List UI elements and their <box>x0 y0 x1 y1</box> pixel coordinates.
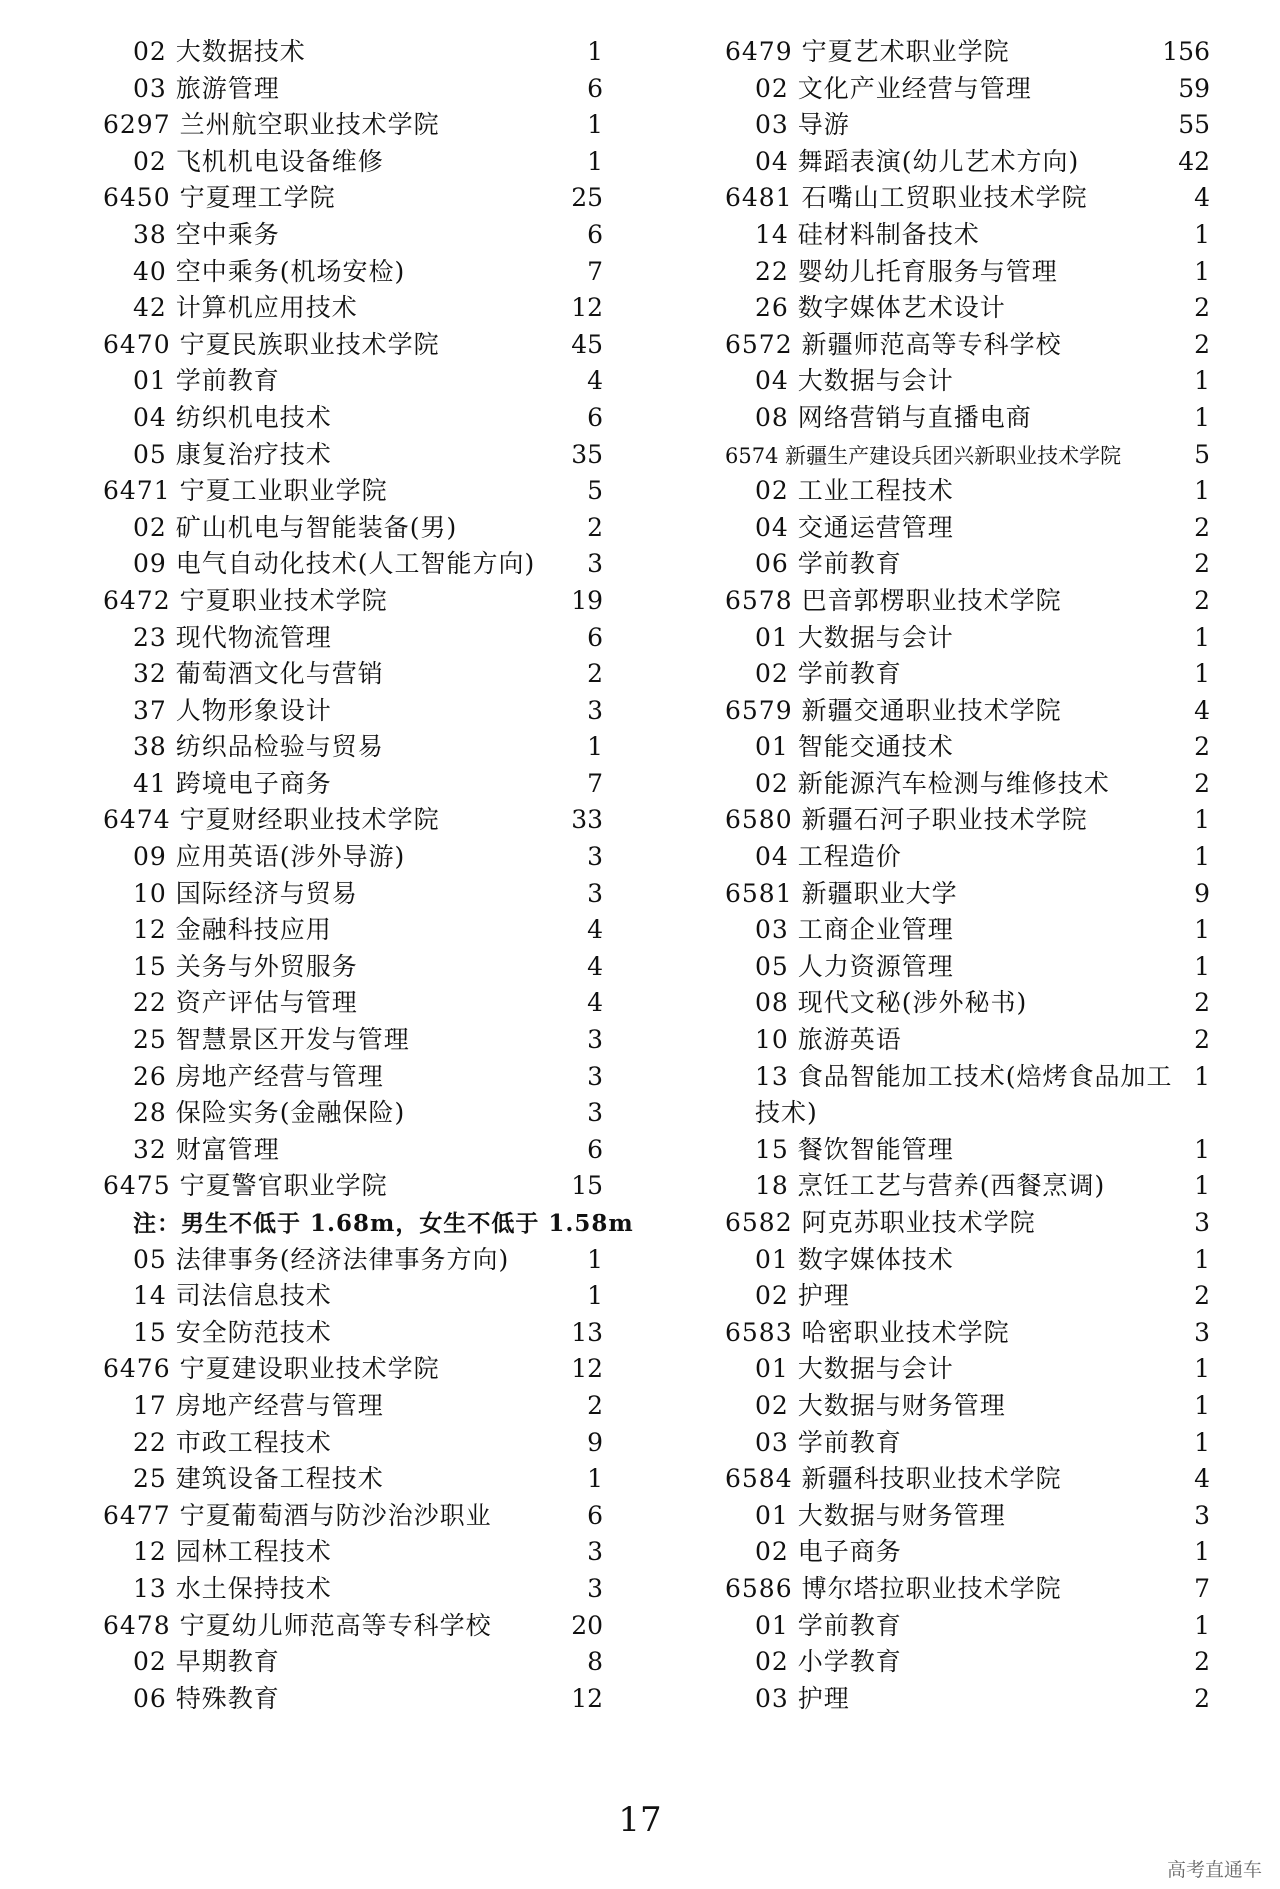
entry-name: 32 财富管理 <box>133 1134 280 1164</box>
entry-count: 3 <box>1194 1500 1210 1530</box>
entry-count: 2 <box>1194 1025 1210 1055</box>
entry-count: 1 <box>1194 1354 1210 1384</box>
entry-count: 2 <box>1194 329 1210 359</box>
school-row <box>725 437 1210 474</box>
school-row <box>103 180 603 217</box>
entry-name: 12 金融科技应用 <box>133 915 332 945</box>
entry-count: 12 <box>571 1683 603 1713</box>
major-row <box>103 1315 603 1352</box>
major-row <box>103 254 603 291</box>
major-row <box>725 1498 1210 1535</box>
entry-name: 6478 宁夏幼儿师范高等专科学校 <box>103 1610 492 1640</box>
school-row <box>725 1571 1210 1608</box>
entry-name: 02 矿山机电与智能装备(男) <box>133 512 458 542</box>
major-row <box>725 656 1210 693</box>
entry-name: 6572 新疆师范高等专科学校 <box>725 329 1062 359</box>
major-row <box>103 400 603 437</box>
entry-count: 35 <box>571 439 603 469</box>
entry-name: 09 电气自动化技术(人工智能方向) <box>133 549 536 579</box>
major-row <box>725 1059 1210 1132</box>
major-row <box>103 437 603 474</box>
entry-name: 38 空中乘务 <box>133 219 280 249</box>
major-row <box>103 839 603 876</box>
major-row <box>103 1461 603 1498</box>
major-row <box>103 34 603 71</box>
major-row <box>725 1168 1210 1205</box>
entry-name: 04 工程造价 <box>755 842 902 872</box>
entry-count: 7 <box>1194 1573 1210 1603</box>
entry-name: 6580 新疆石河子职业技术学院 <box>725 805 1088 835</box>
major-row <box>103 1242 603 1279</box>
major-row <box>103 290 603 327</box>
entry-name: 23 现代物流管理 <box>133 622 332 652</box>
entry-name: 42 计算机应用技术 <box>133 293 358 323</box>
major-row <box>725 1534 1210 1571</box>
entry-count: 1 <box>587 37 603 66</box>
major-row <box>725 254 1210 291</box>
entry-name: 01 智能交通技术 <box>755 732 954 762</box>
entry-count: 1 <box>1194 1061 1210 1091</box>
entry-name: 04 舞蹈表演(幼儿艺术方向) <box>755 146 1080 176</box>
entry-count: 1 <box>1194 256 1210 286</box>
entry-name: 10 国际经济与贸易 <box>133 878 358 908</box>
entry-name: 6472 宁夏职业技术学院 <box>103 585 388 615</box>
entry-name: 01 学前教育 <box>133 366 280 396</box>
entry-name: 01 数字媒体技术 <box>755 1244 954 1274</box>
entry-name: 26 房地产经营与管理 <box>133 1061 384 1091</box>
entry-count: 6 <box>587 219 603 249</box>
entry-name: 40 空中乘务(机场安检) <box>133 256 406 286</box>
entry-name: 02 小学教育 <box>755 1647 902 1677</box>
major-row <box>725 290 1210 327</box>
entry-count: 2 <box>1194 1647 1210 1677</box>
right-column <box>725 34 1210 1717</box>
entry-count: 4 <box>1194 695 1210 725</box>
school-row <box>725 1461 1210 1498</box>
entry-count: 2 <box>587 1390 603 1420</box>
entry-name: 02 新能源汽车检测与维修技术 <box>755 768 1110 798</box>
entry-count: 2 <box>1194 585 1210 615</box>
major-row <box>103 144 603 181</box>
major-row <box>725 1681 1210 1718</box>
entry-name: 02 大数据技术 <box>133 37 306 66</box>
entry-name: 6574 新疆生产建设兵团兴新职业技术学院 <box>725 443 1122 468</box>
major-row <box>725 729 1210 766</box>
entry-count: 1 <box>1194 1171 1210 1201</box>
entry-name: 05 法律事务(经济法律事务方向) <box>133 1244 510 1274</box>
entry-name: 6470 宁夏民族职业技术学院 <box>103 329 440 359</box>
entry-count: 33 <box>571 805 603 835</box>
entry-name: 04 交通运营管理 <box>755 512 954 542</box>
entry-count: 7 <box>587 256 603 286</box>
entry-count: 3 <box>587 1061 603 1091</box>
entry-count: 15 <box>571 1171 603 1201</box>
entry-count: 8 <box>587 1647 603 1677</box>
entry-count: 9 <box>587 1427 603 1457</box>
major-row <box>725 985 1210 1022</box>
entry-count: 3 <box>587 1537 603 1567</box>
entry-name: 01 学前教育 <box>755 1610 902 1640</box>
major-row <box>103 912 603 949</box>
entry-name: 22 婴幼儿托育服务与管理 <box>755 256 1058 286</box>
entry-count: 3 <box>587 549 603 579</box>
major-row <box>725 1644 1210 1681</box>
entry-count: 1 <box>1194 366 1210 396</box>
watermark: 高考直通车 <box>1166 1859 1262 1881</box>
school-row <box>103 802 603 839</box>
entry-name: 09 应用英语(涉外导游) <box>133 842 406 872</box>
entry-name: 6586 博尔塔拉职业技术学院 <box>725 1573 1062 1603</box>
entry-name: 15 安全防范技术 <box>133 1317 332 1347</box>
major-row <box>103 363 603 400</box>
entry-name: 06 特殊教育 <box>133 1683 280 1713</box>
entry-name: 06 学前教育 <box>755 549 902 579</box>
entry-count: 45 <box>571 329 603 359</box>
entry-name: 01 大数据与会计 <box>755 1354 954 1384</box>
entry-count: 7 <box>587 768 603 798</box>
entry-count: 1 <box>1194 1537 1210 1567</box>
major-row <box>725 217 1210 254</box>
entry-count: 1 <box>1194 659 1210 689</box>
major-row <box>725 546 1210 583</box>
entry-count: 3 <box>1194 1317 1210 1347</box>
school-row <box>725 180 1210 217</box>
entry-count: 1 <box>587 1244 603 1274</box>
entry-count: 9 <box>1194 878 1210 908</box>
major-row <box>103 1132 603 1169</box>
entry-count: 1 <box>1194 402 1210 432</box>
entry-name: 02 电子商务 <box>755 1537 902 1567</box>
entry-count: 1 <box>587 1464 603 1494</box>
entry-count: 55 <box>1178 110 1210 140</box>
major-row <box>103 985 603 1022</box>
entry-name: 13 食品智能加工技术(焙烤食品加工技术) <box>755 1061 1173 1128</box>
school-row <box>103 327 603 364</box>
entry-name: 04 大数据与会计 <box>755 366 954 396</box>
entry-name: 15 关务与外贸服务 <box>133 951 358 981</box>
school-row <box>103 1608 603 1645</box>
entry-name: 03 学前教育 <box>755 1427 902 1457</box>
major-row <box>103 546 603 583</box>
entry-name: 6581 新疆职业大学 <box>725 878 958 908</box>
entry-name: 25 建筑设备工程技术 <box>133 1464 384 1494</box>
entry-name: 02 飞机机电设备维修 <box>133 146 384 176</box>
major-row <box>725 107 1210 144</box>
entry-name: 6583 哈密职业技术学院 <box>725 1317 1010 1347</box>
major-row <box>725 363 1210 400</box>
entry-count: 1 <box>587 146 603 176</box>
entry-name: 6479 宁夏艺术职业学院 <box>725 37 1010 66</box>
entry-count: 1 <box>1194 1390 1210 1420</box>
entry-count: 2 <box>1194 1683 1210 1713</box>
school-row <box>103 473 603 510</box>
entry-name: 32 葡萄酒文化与营销 <box>133 659 384 689</box>
entry-count: 3 <box>587 842 603 872</box>
major-row <box>725 144 1210 181</box>
entry-name: 03 导游 <box>755 110 850 140</box>
entry-name: 04 纺织机电技术 <box>133 402 332 432</box>
school-row <box>725 802 1210 839</box>
school-row <box>103 1351 603 1388</box>
entry-count: 42 <box>1178 146 1210 176</box>
entry-name: 注：男生不低于 1.68m，女生不低于 1.58m <box>133 1210 634 1237</box>
entry-count: 6 <box>587 1500 603 1530</box>
major-row <box>103 1571 603 1608</box>
school-row <box>725 693 1210 730</box>
major-row <box>725 473 1210 510</box>
entry-name: 02 工业工程技术 <box>755 476 954 506</box>
school-row <box>725 583 1210 620</box>
entry-count: 3 <box>1194 1208 1210 1237</box>
school-row <box>725 34 1210 71</box>
entry-name: 28 保险实务(金融保险) <box>133 1098 406 1128</box>
entry-count: 1 <box>587 732 603 762</box>
entry-name: 37 人物形象设计 <box>133 695 332 725</box>
entry-name: 02 早期教育 <box>133 1647 280 1677</box>
entry-count: 1 <box>1194 1427 1210 1457</box>
entry-count: 2 <box>1194 549 1210 579</box>
entry-count: 156 <box>1162 37 1210 66</box>
entry-count: 13 <box>571 1317 603 1347</box>
entry-count: 2 <box>1194 293 1210 323</box>
entry-count: 19 <box>571 585 603 615</box>
major-row <box>103 766 603 803</box>
major-row <box>725 1608 1210 1645</box>
school-row <box>103 583 603 620</box>
major-row <box>725 949 1210 986</box>
major-row <box>725 839 1210 876</box>
entry-count: 5 <box>1194 439 1210 469</box>
major-row <box>103 217 603 254</box>
entry-count: 4 <box>587 951 603 981</box>
entry-name: 05 人力资源管理 <box>755 951 954 981</box>
major-row <box>103 1681 603 1718</box>
entry-name: 03 旅游管理 <box>133 73 280 103</box>
major-row <box>103 729 603 766</box>
entry-name: 03 护理 <box>755 1683 850 1713</box>
entry-count: 1 <box>1194 1610 1210 1640</box>
entry-name: 01 大数据与会计 <box>755 622 954 652</box>
school-row <box>103 107 603 144</box>
entry-name: 02 大数据与财务管理 <box>755 1390 1006 1420</box>
entry-count: 6 <box>587 1134 603 1164</box>
entry-name: 17 房地产经营与管理 <box>133 1390 384 1420</box>
entry-count: 1 <box>587 1281 603 1311</box>
major-row <box>725 1022 1210 1059</box>
entry-count: 6 <box>587 402 603 432</box>
entry-name: 6481 石嘴山工贸职业技术学院 <box>725 183 1088 213</box>
major-row <box>725 1425 1210 1462</box>
major-row <box>725 1388 1210 1425</box>
school-row <box>725 1205 1210 1242</box>
major-row <box>103 656 603 693</box>
entry-name: 02 文化产业经营与管理 <box>755 73 1032 103</box>
entry-count: 6 <box>587 73 603 103</box>
entry-name: 41 跨境电子商务 <box>133 768 332 798</box>
entry-name: 12 园林工程技术 <box>133 1537 332 1567</box>
entry-count: 4 <box>1194 1464 1210 1494</box>
entry-count: 1 <box>587 110 603 140</box>
major-row <box>103 949 603 986</box>
major-row <box>103 1644 603 1681</box>
entry-count: 25 <box>571 183 603 213</box>
school-row <box>725 1315 1210 1352</box>
major-row <box>103 693 603 730</box>
major-row <box>725 510 1210 547</box>
major-row <box>103 620 603 657</box>
major-row <box>725 766 1210 803</box>
major-row <box>103 1278 603 1315</box>
entry-name: 6578 巴音郭楞职业技术学院 <box>725 585 1062 615</box>
entry-count: 12 <box>571 293 603 323</box>
page-number: 17 <box>618 1800 662 1840</box>
entry-count: 2 <box>1194 732 1210 762</box>
school-row <box>725 327 1210 364</box>
major-row <box>725 400 1210 437</box>
entry-name: 18 烹饪工艺与营养(西餐烹调) <box>755 1171 1106 1201</box>
entry-count: 4 <box>587 915 603 945</box>
entry-name: 6582 阿克苏职业技术学院 <box>725 1208 1036 1237</box>
entry-name: 6584 新疆科技职业技术学院 <box>725 1464 1062 1494</box>
entry-count: 3 <box>587 1098 603 1128</box>
entry-count: 2 <box>1194 988 1210 1018</box>
major-row <box>103 71 603 108</box>
entry-name: 6476 宁夏建设职业技术学院 <box>103 1354 440 1384</box>
entry-count: 1 <box>1194 1244 1210 1274</box>
entry-count: 2 <box>587 659 603 689</box>
entry-count: 1 <box>1194 915 1210 945</box>
major-row <box>725 1351 1210 1388</box>
entry-count: 12 <box>571 1354 603 1384</box>
note-row <box>103 1205 634 1242</box>
entry-name: 14 司法信息技术 <box>133 1281 332 1311</box>
entry-name: 05 康复治疗技术 <box>133 439 332 469</box>
entry-name: 13 水土保持技术 <box>133 1573 332 1603</box>
entry-name: 22 市政工程技术 <box>133 1427 332 1457</box>
entry-name: 26 数字媒体艺术设计 <box>755 293 1006 323</box>
entry-name: 6475 宁夏警官职业学院 <box>103 1171 388 1201</box>
entry-name: 03 工商企业管理 <box>755 915 954 945</box>
entry-count: 2 <box>1194 512 1210 542</box>
entry-name: 01 大数据与财务管理 <box>755 1500 1006 1530</box>
entry-count: 2 <box>1194 1281 1210 1311</box>
school-row <box>103 1168 603 1205</box>
entry-name: 02 学前教育 <box>755 659 902 689</box>
entry-count: 6 <box>587 622 603 652</box>
entry-name: 6297 兰州航空职业技术学院 <box>103 110 440 140</box>
entry-count: 2 <box>587 512 603 542</box>
entry-count: 1 <box>1194 1134 1210 1164</box>
entry-count: 3 <box>587 878 603 908</box>
entry-name: 6471 宁夏工业职业学院 <box>103 476 388 506</box>
entry-count: 1 <box>1194 951 1210 981</box>
major-row <box>725 1242 1210 1279</box>
school-row <box>725 876 1210 913</box>
entry-count: 4 <box>1194 183 1210 213</box>
entry-count: 59 <box>1178 73 1210 103</box>
entry-count: 3 <box>587 1573 603 1603</box>
major-row <box>725 912 1210 949</box>
entry-name: 10 旅游英语 <box>755 1025 902 1055</box>
major-row <box>725 620 1210 657</box>
entry-count: 4 <box>587 366 603 396</box>
major-row <box>725 1278 1210 1315</box>
entry-name: 6477 宁夏葡萄酒与防沙治沙职业 <box>103 1500 492 1530</box>
entry-name: 6579 新疆交通职业技术学院 <box>725 695 1062 725</box>
entry-count: 1 <box>1194 622 1210 652</box>
entry-name: 25 智慧景区开发与管理 <box>133 1025 410 1055</box>
major-row <box>103 1388 603 1425</box>
major-row <box>103 1095 603 1132</box>
major-row <box>103 876 603 913</box>
entry-name: 22 资产评估与管理 <box>133 988 358 1018</box>
entry-name: 15 餐饮智能管理 <box>755 1134 954 1164</box>
entry-count: 2 <box>1194 768 1210 798</box>
entry-name: 38 纺织品检验与贸易 <box>133 732 384 762</box>
major-row <box>103 1059 603 1096</box>
left-column <box>103 34 634 1717</box>
entry-name: 14 硅材料制备技术 <box>755 219 980 249</box>
entry-name: 08 现代文秘(涉外秘书) <box>755 988 1028 1018</box>
entry-count: 4 <box>587 988 603 1018</box>
entry-count: 5 <box>587 476 603 506</box>
entry-name: 6450 宁夏理工学院 <box>103 183 336 213</box>
entry-count: 1 <box>1194 219 1210 249</box>
entry-name: 08 网络营销与直播电商 <box>755 402 1032 432</box>
entry-count: 20 <box>571 1610 603 1640</box>
major-row <box>103 1534 603 1571</box>
major-row <box>103 1022 603 1059</box>
entry-count: 1 <box>1194 476 1210 506</box>
major-row <box>103 510 603 547</box>
entry-count: 3 <box>587 695 603 725</box>
major-row <box>725 1132 1210 1169</box>
entry-name: 6474 宁夏财经职业技术学院 <box>103 805 440 835</box>
entry-count: 1 <box>1194 842 1210 872</box>
entry-name: 02 护理 <box>755 1281 850 1311</box>
entry-count: 3 <box>587 1025 603 1055</box>
major-row <box>103 1425 603 1462</box>
entry-count: 1 <box>1194 805 1210 835</box>
major-row <box>725 71 1210 108</box>
school-row <box>103 1498 603 1535</box>
